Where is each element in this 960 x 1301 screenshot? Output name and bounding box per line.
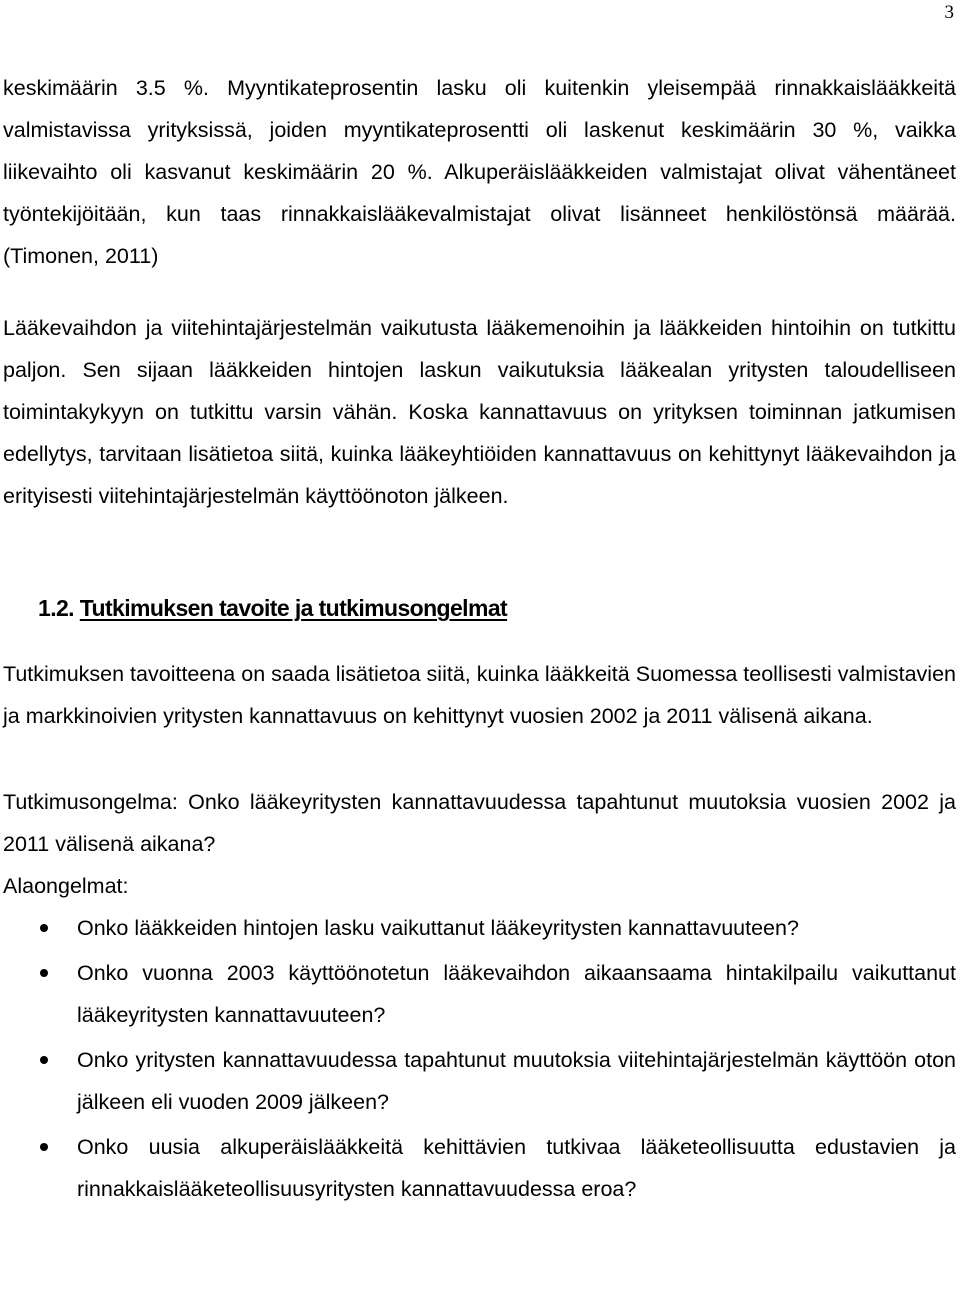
- list-item: [3, 952, 956, 1036]
- bullet-icon: [40, 969, 48, 977]
- paragraph-research-problem: Tutkimusongelma: Onko lääkeyritysten kannattavuudessa tapahtunut muutoksia vuosien 2002 ja 2011 välisenä aikana?: [3, 790, 956, 856]
- bullet-icon: [40, 1056, 48, 1064]
- paragraph-research-goal: Tutkimuksen tavoitteena on saada lisätietoa siitä, kuinka lääkkeitä Suomessa teollisesti valmistavien ja markkinoivien yritysten kannattavuus on kehittynyt vuosien 2002 ja 2011 välisenä aikana.: [3, 662, 956, 728]
- paragraph-profitability-trends: keskimäärin 3.5 %. Myyntikateprosentin lasku oli kuitenkin yleisempää rinnakkaislääkkeitä valmistavissa yrityksissä, joiden myyntikateprosentti oli laskenut keskimäärin 30 %, vaikka liikevaihto oli kasvanut keskimäärin 20 %. Alkuperäislääkkeiden valmistajat olivat vähentäneet työntekijöitään, kun taas rinnakkaislääkevalmistajat olivat lisänneet henkilöstönsä määrää. (Timonen, 2011): [3, 76, 956, 268]
- list-item: [3, 907, 956, 949]
- sub-problems-label: Alaongelmat:: [3, 874, 129, 898]
- document-body: [3, 67, 956, 1213]
- section-number: 1.2.: [38, 595, 74, 621]
- list-item: [3, 1039, 956, 1123]
- sub-questions-list: [3, 907, 956, 1210]
- paragraph-research-gap: Lääkevaihdon ja viitehintajärjestelmän vaikutusta lääkemenoihin ja lääkkeiden hintoihin on tutkittu paljon. Sen sijaan lääkkeiden hintojen laskun vaikutuksia lääkealan yritysten taloudelliseen toimintakykyyn on tutkittu varsin vähän. Koska kannattavuus on yrityksen toiminnan jatkumisen edellytys, tarvitaan lisätietoa siitä, kuinka lääkeyhtiöiden kannattavuus on kehittynyt lääkevaihdon ja erityisesti viitehintajärjestelmän käyttöönoton jälkeen.: [3, 316, 956, 508]
- page-number: 3: [944, 2, 954, 23]
- bullet-icon: [40, 924, 48, 932]
- bullet-icon: [40, 1143, 48, 1151]
- section-title: Tutkimuksen tavoite ja tutkimusongelmat: [79, 595, 508, 621]
- list-item: [3, 1126, 956, 1210]
- list-item-text: Onko vuonna 2003 käyttöönotetun lääkevaihdon aikaansaama hintakilpailu vaikuttanut lääkeyritysten kannattavuuteen?: [77, 961, 956, 1027]
- list-item-text: Onko yritysten kannattavuudessa tapahtunut muutoksia viitehintajärjestelmän käyttöön oton jälkeen eli vuoden 2009 jälkeen?: [77, 1048, 956, 1114]
- section-heading: [3, 587, 956, 629]
- list-item-text: Onko uusia alkuperäislääkkeitä kehittävien tutkivaa lääketeollisuutta edustavien ja rinnakkaislääketeollisuusyritysten kannattavuudessa eroa?: [77, 1135, 956, 1201]
- list-item-text: Onko lääkkeiden hintojen lasku vaikuttanut lääkeyritysten kannattavuuteen?: [77, 916, 799, 940]
